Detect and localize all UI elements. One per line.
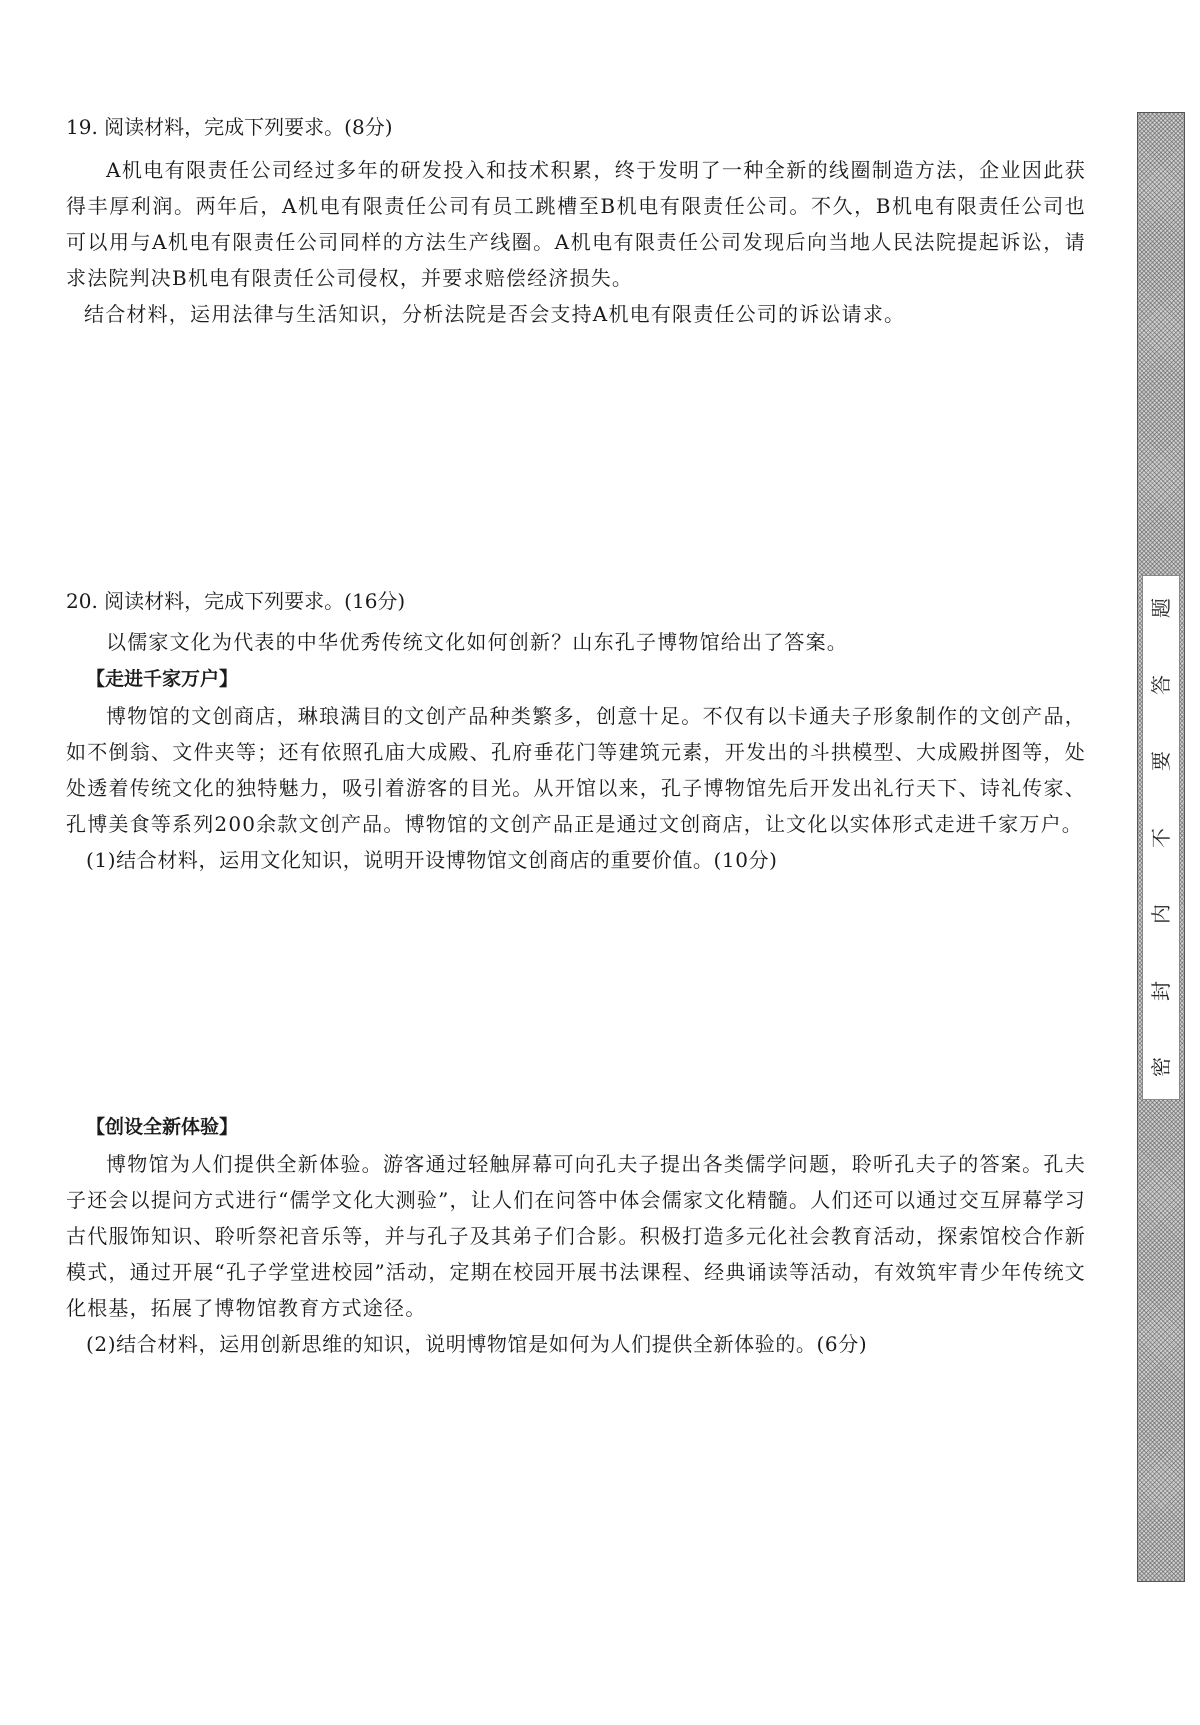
section-heading-1: 【走进千家万户】	[86, 668, 239, 690]
seal-char: 题	[1149, 598, 1173, 618]
seal-char: 答	[1149, 674, 1173, 695]
seal-char: 不	[1149, 827, 1173, 848]
sub-question-1: (1)结合材料，运用文化知识，说明开设博物馆文创商店的重要价值。(10分)	[86, 848, 778, 872]
question-19-prompt: 结合材料，运用法律与生活知识，分析法院是否会支持A机电有限责任公司的诉讼请求。	[84, 302, 906, 326]
seal-notice	[1142, 575, 1180, 1100]
question-20	[66, 586, 1086, 878]
seal-char: 密	[1149, 1057, 1173, 1077]
seal-char: 要	[1149, 751, 1173, 771]
section-heading-2: 【创设全新体验】	[86, 1116, 239, 1138]
question-19	[66, 112, 1086, 332]
question-19-material: A机电有限责任公司经过多年的研发投入和技术积累，终于发明了一种全新的线圈制造方法，企业因此获得丰厚利润。两年后，A机电有限责任公司有员工跳槽至B机电有限责任公司。不久，B机电有限责任公司也可以用与A机电有限责任公司同样的方法生产线圈。A机电有限责任公司发现后向当地人民法院提起诉讼，请求法院判决B机电有限责任公司侵权，并要求赔偿经济损失。	[66, 158, 1086, 290]
question-20-part-2	[66, 1108, 1086, 1362]
section-2-material: 博物馆为人们提供全新体验。游客通过轻触屏幕可向孔夫子提出各类儒学问题，聆听孔夫子的答案。孔夫子还会以提问方式进行“儒学文化大测验”，让人们在问答中体会儒家文化精髓。人们还可以通过交互屏幕学习古代服饰知识、聆听祭祀音乐等，并与孔子及其弟子们合影。积极打造多元化社会教育活动，探索馆校合作新模式，通过开展“孔子学堂进校园”活动，定期在校园开展书法课程、经典诵读等活动，有效筑牢青少年传统文化根基，拓展了博物馆教育方式途径。	[66, 1152, 1086, 1320]
section-1-material: 博物馆的文创商店，琳琅满目的文创产品种类繁多，创意十足。不仅有以卡通夫子形象制作的文创产品，如不倒翁、文件夹等；还有依照孔庙大成殿、孔府垂花门等建筑元素，开发出的斗拱模型、大成殿拼图等，处处透着传统文化的独特魅力，吸引着游客的目光。从开馆以来，孔子博物馆先后开发出礼行天下、诗礼传家、孔博美食等系列200余款文创产品。博物馆的文创产品正是通过文创商店，让文化以实体形式走进千家万户。	[66, 704, 1086, 836]
seal-char: 封	[1149, 980, 1173, 1001]
sub-question-2: (2)结合材料，运用创新思维的知识，说明博物馆是如何为人们提供全新体验的。(6分)	[86, 1332, 868, 1356]
question-20-title: 20. 阅读材料，完成下列要求。(16分)	[66, 589, 406, 613]
seal-char: 内	[1149, 904, 1173, 924]
question-20-intro: 以儒家文化为代表的中华优秀传统文化如何创新？山东孔子博物馆给出了答案。	[106, 630, 848, 654]
question-19-title: 19. 阅读材料，完成下列要求。(8分)	[66, 115, 393, 139]
